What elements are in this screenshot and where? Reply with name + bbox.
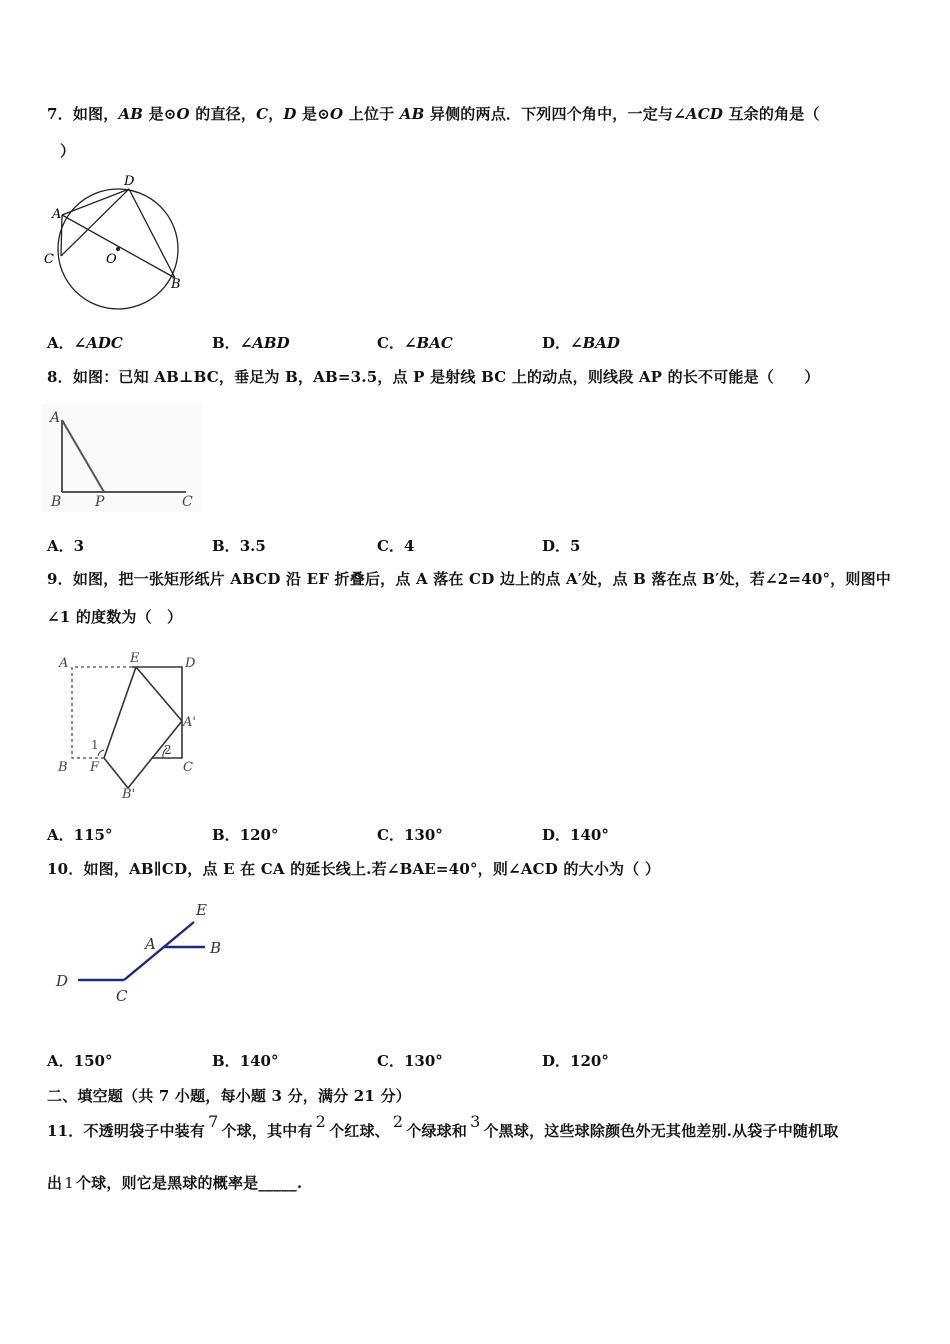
q10-option-c[interactable]: C．130° (377, 1052, 443, 1070)
segment-ce (124, 922, 194, 980)
q9-option-d[interactable]: D．140° (542, 826, 609, 844)
q11-line1: 11．不透明袋子中装有 7 个球，其中有 2 个红球、 2 个绿球和 3 个黑球，这些球除颜色外无其他差别.从袋子中随机取 (47, 1112, 839, 1140)
q9-option-a[interactable]: A．115° (47, 826, 113, 844)
label-o: O (106, 252, 117, 267)
q8-stem: 8．如图：已知 AB⊥BC，垂足为 B，AB=3.5，点 P 是射线 BC 上的动点，则线段 AP 的长不可能是（ ） (47, 368, 820, 386)
label-p: P (95, 494, 105, 510)
label-1: 1 (91, 738, 99, 752)
section-2-title: 二、填空题（共 7 小题，每小题 3 分，满分 21 分） (47, 1087, 411, 1105)
q8-right-angle-figure (42, 404, 202, 512)
q10-parallel-figure (50, 898, 235, 1008)
answer-blank[interactable]: _____ (258, 1174, 297, 1192)
q10-stem: 10．如图，AB∥CD，点 E 在 CA 的延长线上.若∠BAE=40°，则∠ACD 的大小为（ ） (47, 860, 661, 878)
label-c: C (116, 987, 128, 1005)
label-f: F (90, 760, 100, 775)
label-b: B (210, 939, 222, 957)
q8-option-a[interactable]: A．3 (47, 537, 85, 555)
label-c: C (182, 494, 193, 510)
q7-option-a[interactable]: A．∠ADC (47, 334, 123, 352)
label-d: D (185, 656, 196, 671)
q7-circle-figure (40, 172, 190, 314)
label-c: C (183, 760, 193, 775)
label-e: E (130, 651, 140, 666)
q9-option-b[interactable]: B．120° (212, 826, 279, 844)
label-b: B (171, 277, 181, 292)
label-a: A (59, 656, 69, 671)
label-d: D (56, 972, 69, 990)
label-b-prime: B' (122, 787, 136, 798)
q7-stem-close: ） (60, 142, 76, 160)
q9-option-c[interactable]: C．130° (377, 826, 443, 844)
q7-stem: 7．如图，AB 是⊙O 的直径，C，D 是⊙O 上位于 AB 异侧的两点．下列四个角中，一定与∠ACD 互余的角是（ (47, 105, 820, 123)
label-a: A (52, 207, 62, 222)
q10-option-b[interactable]: B．140° (212, 1052, 279, 1070)
dotted-original-edge (72, 667, 132, 758)
q8-option-c[interactable]: C．4 (377, 537, 415, 555)
edge-ab-prime (128, 721, 182, 788)
label-d: D (124, 174, 135, 189)
edge-fb-prime (104, 758, 128, 788)
q10-option-a[interactable]: A．150° (47, 1052, 113, 1070)
label-a-prime: A' (183, 715, 196, 730)
q7-option-c[interactable]: C．∠BAC (377, 334, 453, 352)
q10-option-d[interactable]: D．120° (542, 1052, 609, 1070)
center-dot (116, 247, 120, 251)
q9-stem-line1: 9．如图，把一张矩形纸片 ABCD 沿 EF 折叠后，点 A 落在 CD 边上的点 A′处，点 B 落在点 B′处，若∠2=40°，则图中 (47, 570, 891, 588)
q8-option-b[interactable]: B．3.5 (212, 537, 266, 555)
q7-option-b[interactable]: B．∠ABD (212, 334, 290, 352)
label-b: B (51, 494, 62, 510)
label-a: A (50, 410, 61, 426)
label-c: C (44, 252, 54, 267)
q9-fold-figure (52, 648, 212, 798)
label-2: 2 (164, 743, 172, 757)
label-b: B (58, 760, 68, 775)
q8-option-d[interactable]: D．5 (542, 537, 581, 555)
label-a: A (145, 935, 156, 953)
edge-ea (136, 667, 182, 721)
label-e: E (196, 901, 207, 919)
angle-1-arc (98, 750, 104, 756)
q9-stem-line2: ∠1 的度数为（ ） (47, 608, 183, 626)
fold-line-ef (104, 667, 136, 758)
q7-option-d[interactable]: D．∠BAD (542, 334, 620, 352)
q11-line2: 出 1 个球，则它是黑球的概率是_____. (47, 1174, 303, 1192)
